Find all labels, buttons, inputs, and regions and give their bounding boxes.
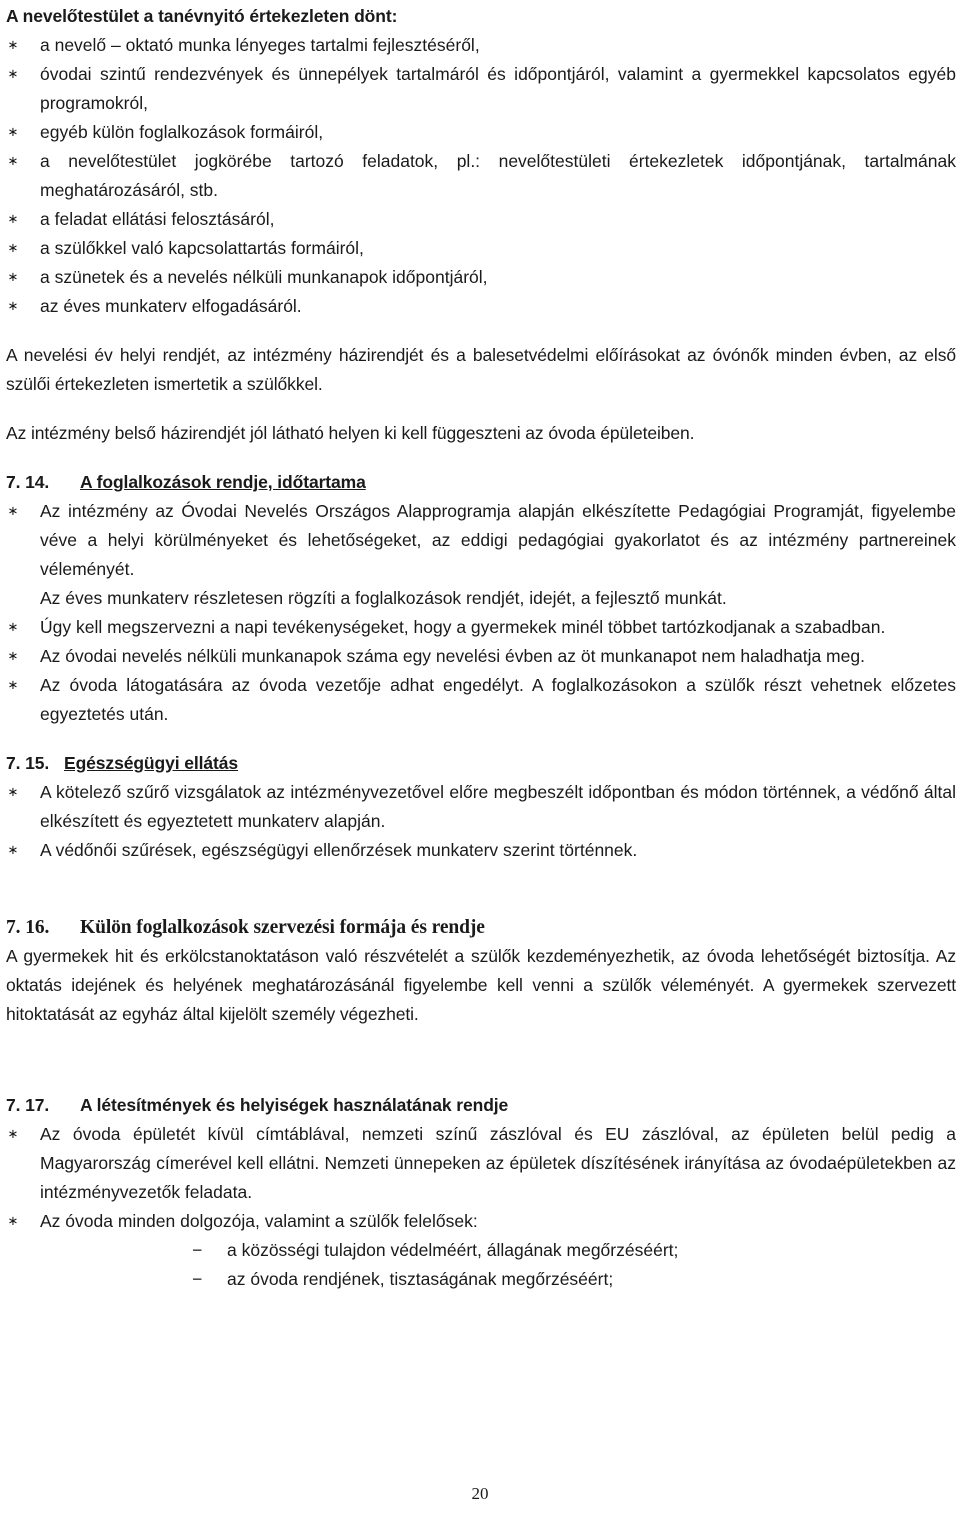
list-item: ∗ Az intézmény az Óvodai Nevelés Országos Alapprogramja alapján elkészítette Pedagógiai Programját, figyelembe véve a helyi körülményeket és lehetőségeket, az eddigi pedagógiai gyakorlatot és az intézmény partnereinek véleményét. <box>6 497 956 584</box>
section-title: A foglalkozások rendje, időtartama <box>80 472 366 492</box>
paragraph-posting: Az intézmény belső házirendjét jól látható helyen ki kell függeszteni az óvoda épületeiben. <box>6 423 695 443</box>
list-item: ∗ a nevelőtestület jogkörébe tartozó feladatok, pl.: nevelőtestületi értekezletek időpontjának, tartalmának meghatározásáról, stb. <box>6 147 956 205</box>
list-item: − az óvoda rendjének, tisztaságának megőrzéséért; <box>192 1265 956 1294</box>
section-7-17-list <box>6 1120 956 1236</box>
spacer <box>6 729 956 749</box>
section-7-15-list <box>6 778 956 865</box>
list-item: ∗ A kötelező szűrő vizsgálatok az intézményvezetővel előre megbeszélt időpontban és módon történnek, a védőnő által elkészített és egyeztetett munkaterv alapján. <box>6 778 956 836</box>
section-7-16-paragraph: A gyermekek hit és erkölcstanoktatáson való részvételét a szülők kezdeményezhetik, az óvoda lehetőségét biztosítja. Az oktatás idejének és helyének meghatározásánál figyelembe kell venni a szülők véleményét. A gyermekek szervezett hitoktatását az egyház által kijelölt személy végezheti. <box>6 946 956 1024</box>
spacer <box>6 321 956 341</box>
section-7-14-heading <box>6 468 956 497</box>
document-page <box>6 2 956 1294</box>
page-number: 20 <box>471 1484 489 1503</box>
list-item: ∗ Az óvoda látogatására az óvoda vezetője adhat engedélyt. A foglalkozásokon a szülők részt vehetnek előzetes egyeztetés után. <box>6 671 956 729</box>
spacer <box>6 448 956 468</box>
list-item: − a közösségi tulajdon védelméért, állagának megőrzéséért; <box>192 1236 956 1265</box>
asterisk-bullet-icon: ∗ <box>7 785 19 800</box>
section-title: A létesítmények és helyiségek használatának rendje <box>80 1095 509 1115</box>
section-number: 7. 16. <box>6 917 50 938</box>
spacer <box>6 1029 956 1077</box>
list-item: ∗ Az óvoda épületét kívül címtáblával, nemzeti színű zászlóval és EU zászlóval, az épületen belül pedig a Magyarország címerével kell ellátni. Nemzeti ünnepeken az épületek díszítésének irányítása az óvodaépületekben az intézményvezetők feladata. <box>6 1120 956 1207</box>
section-number: 7. 17. <box>6 1095 50 1115</box>
asterisk-bullet-icon: ∗ <box>7 154 19 169</box>
asterisk-bullet-icon: ∗ <box>7 649 19 664</box>
block1-list <box>6 31 956 321</box>
asterisk-bullet-icon: ∗ <box>7 67 19 82</box>
spacer <box>6 865 956 913</box>
asterisk-bullet-icon: ∗ <box>7 678 19 693</box>
asterisk-bullet-icon: ∗ <box>7 241 19 256</box>
list-item: ∗ óvodai szintű rendezvények és ünnepélyek tartalmáról és időpontjáról, valamint a gyermekkel kapcsolatos egyéb programokról, <box>6 60 956 118</box>
section-7-17-sublist <box>6 1236 956 1294</box>
asterisk-bullet-icon: ∗ <box>7 504 19 519</box>
dash-bullet-icon: − <box>192 1240 203 1260</box>
spacer <box>6 399 956 419</box>
spacer <box>6 1077 956 1091</box>
list-item: ∗ A védőnői szűrések, egészségügyi ellenőrzések munkaterv szerint történnek. <box>6 836 956 865</box>
list-item: ∗ a feladat ellátási felosztásáról, <box>6 205 956 234</box>
paragraph-house-rules: A nevelési év helyi rendjét, az intézmény házirendjét és a balesetvédelmi előírásokat az óvónők minden évben, az első szülői értekezleten ismertetik a szülőkkel. <box>6 345 956 394</box>
asterisk-bullet-icon: ∗ <box>7 1214 19 1229</box>
section-7-16-heading <box>6 913 956 942</box>
asterisk-bullet-icon: ∗ <box>7 299 19 314</box>
list-item: ∗ egyéb külön foglalkozások formáiról, <box>6 118 956 147</box>
list-item: ∗ az éves munkaterv elfogadásáról. <box>6 292 956 321</box>
list-item: ∗ a szünetek és a nevelés nélküli munkanapok időpontjáról, <box>6 263 956 292</box>
section-7-17-heading <box>6 1091 956 1120</box>
block1-title: A nevelőtestület a tanévnyitó értekezleten dönt: <box>6 6 398 26</box>
list-item: ∗ a nevelő – oktató munka lényeges tartalmi fejlesztéséről, <box>6 31 956 60</box>
list-item: ∗ a szülőkkel való kapcsolattartás formáiról, <box>6 234 956 263</box>
section-number: 7. 14. <box>6 472 50 492</box>
asterisk-bullet-icon: ∗ <box>7 620 19 635</box>
list-item: ∗ Az óvodai nevelés nélküli munkanapok száma egy nevelési évben az öt munkanapot nem haladhatja meg. <box>6 642 956 671</box>
section-7-14-extra-line: Az éves munkaterv részletesen rögzíti a foglalkozások rendjét, idejét, a fejlesztő munkát. <box>40 588 727 608</box>
dash-bullet-icon: − <box>192 1269 203 1289</box>
section-7-14-list-continued <box>6 613 956 729</box>
section-title: Külön foglalkozások szervezési formája és rendje <box>80 917 485 938</box>
asterisk-bullet-icon: ∗ <box>7 38 19 53</box>
section-title: Egészségügyi ellátás <box>64 753 239 773</box>
section-number: 7. 15. <box>6 753 50 773</box>
list-item: ∗ Az óvoda minden dolgozója, valamint a szülők felelősek: <box>6 1207 956 1236</box>
asterisk-bullet-icon: ∗ <box>7 212 19 227</box>
asterisk-bullet-icon: ∗ <box>7 270 19 285</box>
section-7-14-list <box>6 497 956 584</box>
asterisk-bullet-icon: ∗ <box>7 125 19 140</box>
list-item: ∗ Úgy kell megszervezni a napi tevékenységeket, hogy a gyermekek minél többet tartózkodjanak a szabadban. <box>6 613 956 642</box>
section-7-15-heading <box>6 749 956 778</box>
asterisk-bullet-icon: ∗ <box>7 1127 19 1142</box>
asterisk-bullet-icon: ∗ <box>7 843 19 858</box>
